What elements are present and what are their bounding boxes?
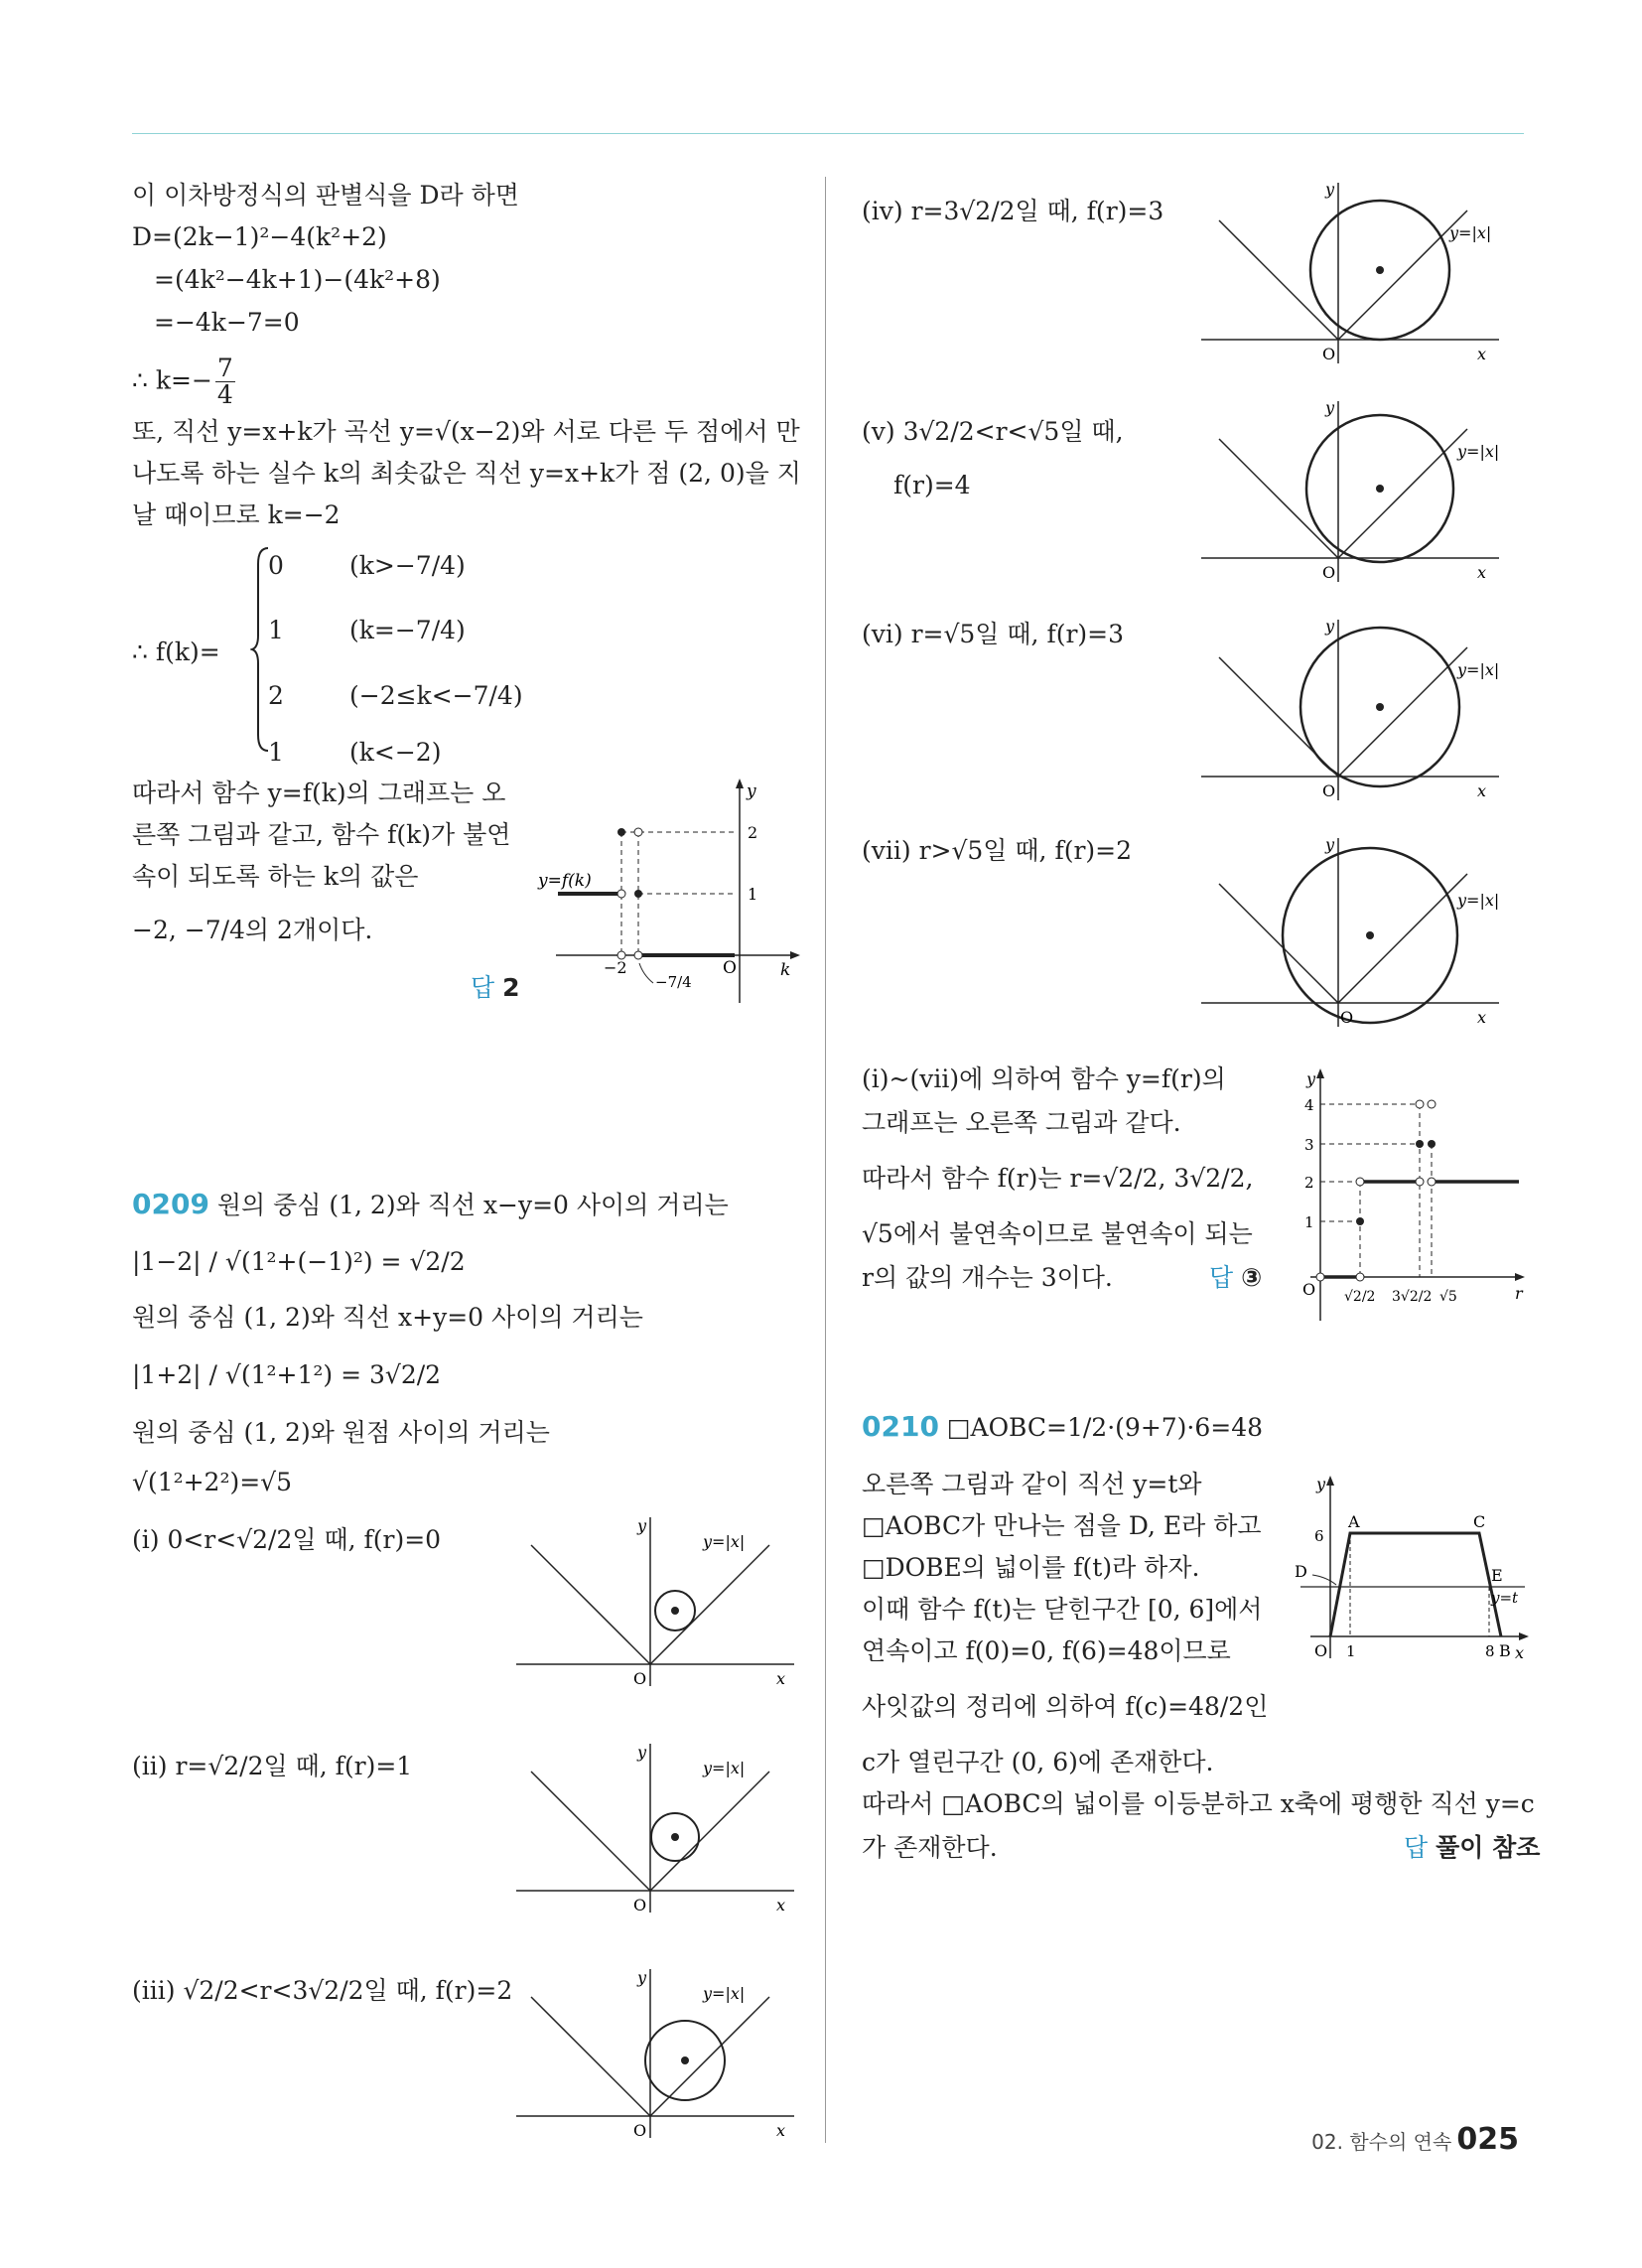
closed-point	[634, 890, 642, 898]
chapter-label: 02. 함수의 연속	[1311, 2130, 1452, 2154]
tick-label: 1	[748, 885, 758, 904]
vertex-label: D	[1295, 1562, 1307, 1581]
text-line: D=(2k−1)²−4(k²+2)	[132, 222, 387, 251]
case-value: 2	[268, 681, 284, 710]
origin-label: O	[723, 958, 737, 978]
case-extra: f(r)=4	[893, 471, 971, 499]
trapezoid-graph	[1291, 1470, 1529, 1668]
line-label: y=t	[1491, 1589, 1519, 1607]
case-value: 1	[268, 738, 284, 767]
fk-graph	[536, 775, 804, 1013]
text-line: −2, −7/4의 2개이다.	[132, 916, 373, 944]
tick-label: 2	[1304, 1174, 1314, 1192]
text-line: 가 존재한다.	[862, 1833, 998, 1862]
text-line: √(1²+2²)=√5	[132, 1468, 293, 1496]
function-label: y=|x|	[703, 1532, 746, 1551]
answer-label: 답	[1209, 1263, 1234, 1292]
y-axis-label: y	[1325, 835, 1335, 854]
function-label: y=|x|	[703, 1984, 746, 2003]
text-line: 따라서 □AOBC의 넓이를 이등분하고 x축에 평행한 직선 y=c	[862, 1789, 1535, 1818]
answer-label: 답	[471, 973, 495, 1002]
origin-label: O	[633, 1896, 647, 1914]
y-axis-label: y	[637, 1516, 647, 1535]
text-line: 따라서 함수 f(r)는 r=√2/2, 3√2/2,	[862, 1164, 1254, 1193]
text-line: 나도록 하는 실수 k의 최솟값은 직선 y=x+k가 점 (2, 0)을 지	[132, 459, 801, 488]
tick-label: 1	[1304, 1213, 1314, 1231]
case-value: 1	[268, 616, 284, 644]
y-axis-label: y	[1325, 398, 1335, 417]
text-line: 른쪽 그림과 같고, 함수 f(k)가 불연	[132, 820, 511, 849]
answer-value: ③	[1241, 1263, 1263, 1292]
text-line: 또, 직선 y=x+k가 곡선 y=√(x−2)와 서로 다른 두 점에서 만	[132, 417, 800, 446]
column-divider	[825, 177, 826, 2143]
function-label: y=|x|	[1457, 660, 1499, 679]
answer-value: 풀이 참조	[1436, 1833, 1541, 1862]
case-label: (iv) r=3√2/2일 때, f(r)=3	[862, 197, 1164, 225]
tick-label: 4	[1304, 1096, 1314, 1114]
answer	[471, 971, 520, 1005]
text-line: 날 때이므로 k=−2	[132, 500, 341, 529]
answer	[1404, 1831, 1540, 1865]
y-axis-label: y	[747, 781, 756, 801]
text-line: r의 값의 개수는 3이다.	[862, 1263, 1113, 1292]
origin-label: O	[633, 1669, 647, 1688]
tick-label: −2	[604, 958, 627, 977]
x-axis-label: x	[1477, 563, 1487, 582]
text-line: 오른쪽 그림과 같이 직선 y=t와	[862, 1470, 1202, 1498]
x-axis-label: x	[1515, 1643, 1525, 1662]
tick-label: 3√2/2	[1392, 1289, 1433, 1305]
function-label: y=|x|	[1449, 223, 1492, 242]
y-axis-label: y	[1306, 1069, 1316, 1088]
text-line: 원의 중심 (1, 2)와 원점 사이의 거리는	[132, 1418, 550, 1447]
closed-point	[617, 828, 625, 836]
text-line: 따라서 함수 y=f(k)의 그래프는 오	[132, 779, 506, 807]
case-label: (v) 3√2/2<r<√5일 때,	[862, 417, 1124, 446]
case-label: (iii) √2/2<r<3√2/2일 때, f(r)=2	[132, 1976, 513, 2005]
text-line: □DOBE의 넓이를 f(t)라 하자.	[862, 1553, 1200, 1582]
k-value-prefix: ∴ k=−	[132, 365, 212, 395]
top-rule	[132, 133, 1524, 134]
case-value: 0	[268, 551, 284, 580]
origin-label: O	[633, 2121, 647, 2140]
text-line: ∴ k=− $\frac{7}{4}$	[132, 354, 233, 410]
case-label: (vi) r=√5일 때, f(r)=3	[862, 620, 1125, 648]
case-condition: (k>−7/4)	[349, 551, 466, 580]
text-line: =−4k−7=0	[154, 308, 300, 337]
function-label: y=|x|	[703, 1759, 746, 1777]
problem-number: 0209	[132, 1188, 209, 1220]
tick-label: 6	[1314, 1527, 1324, 1545]
tick-label: −7/4	[655, 973, 692, 991]
x-axis-label: x	[1477, 345, 1487, 363]
text-line: 이때 함수 f(t)는 닫힌구간 [0, 6]에서	[862, 1595, 1263, 1624]
x-axis-label: x	[776, 1669, 786, 1688]
x-axis-label: x	[1477, 1008, 1487, 1027]
page-number: 025	[1456, 2122, 1519, 2157]
function-label: y=|x|	[1457, 891, 1499, 910]
circle-graph	[1201, 177, 1499, 365]
fk-label: ∴ f(k)=	[132, 638, 220, 666]
y-axis-label: y	[1325, 617, 1335, 636]
text-line: =(4k²−4k+1)−(4k²+8)	[154, 265, 441, 294]
answer	[1209, 1261, 1262, 1295]
circle-graph	[516, 1961, 794, 2140]
text-line: □AOBC가 만나는 점을 D, E라 하고	[862, 1511, 1262, 1540]
tick-label: √5	[1439, 1289, 1457, 1305]
fr-graph	[1281, 1063, 1529, 1331]
text-line: |1−2| / √(1²+(−1)²) = √2/2	[132, 1247, 466, 1276]
origin-label: O	[1322, 781, 1336, 800]
problem-text: □AOBC=1/2·(9+7)·6=48	[946, 1413, 1264, 1442]
page-footer	[1311, 2122, 1519, 2157]
text-line: √5에서 불연속이므로 불연속이 되는	[862, 1219, 1253, 1248]
case-condition: (k=−7/4)	[349, 616, 466, 644]
function-label: y=|x|	[1457, 442, 1499, 461]
y-axis-label: y	[1316, 1475, 1326, 1493]
vertex-label: B	[1499, 1641, 1511, 1660]
open-point	[634, 828, 642, 836]
open-point	[634, 951, 642, 959]
circle-graph	[1201, 395, 1499, 584]
text-line: 원의 중심 (1, 2)와 직선 x+y=0 사이의 거리는	[132, 1303, 643, 1332]
y-axis-label: y	[637, 1968, 647, 1987]
text-line: |1+2| / √(1²+1²) = 3√2/2	[132, 1360, 442, 1389]
origin-label: O	[1302, 1280, 1316, 1299]
origin-label: O	[1322, 345, 1336, 363]
problem-text: 원의 중심 (1, 2)와 직선 x−y=0 사이의 거리는	[216, 1191, 729, 1219]
text-line	[862, 1410, 1263, 1445]
text-line: 사잇값의 정리에 의하여 f(c)=48/2인	[862, 1692, 1269, 1721]
answer-value: 2	[502, 973, 520, 1002]
open-point	[617, 890, 625, 898]
text-line: 속이 되도록 하는 k의 값은	[132, 862, 419, 891]
origin-label: O	[1340, 1008, 1354, 1027]
y-axis-label: y	[1325, 180, 1335, 199]
case-condition: (k<−2)	[349, 738, 442, 767]
case-label: (ii) r=√2/2일 때, f(r)=1	[132, 1752, 413, 1780]
text-line: 그래프는 오른쪽 그림과 같다.	[862, 1108, 1181, 1137]
tick-label: 1	[1346, 1642, 1356, 1660]
case-label: (i) 0<r<√2/2일 때, f(r)=0	[132, 1525, 442, 1554]
circle-graph	[1201, 832, 1499, 1031]
case-label: (vii) r>√5일 때, f(r)=2	[862, 836, 1133, 865]
x-axis-label: x	[776, 2121, 786, 2140]
x-axis-label: x	[1477, 781, 1487, 800]
tick-label: √2/2	[1344, 1289, 1376, 1305]
vertex-label: E	[1491, 1566, 1503, 1585]
circle-graph	[516, 1509, 794, 1688]
y-axis-label: y	[637, 1743, 647, 1762]
text-line: 이 이차방정식의 판별식을 D라 하면	[132, 181, 519, 210]
origin-label: O	[1314, 1641, 1328, 1660]
text-line: 연속이고 f(0)=0, f(6)=48이므로	[862, 1636, 1231, 1665]
vertex-label: A	[1348, 1512, 1360, 1531]
x-axis-label: k	[780, 960, 791, 980]
problem-number: 0210	[862, 1410, 939, 1443]
function-label: y=f(k)	[538, 871, 592, 891]
vertex-label: C	[1473, 1512, 1486, 1531]
text-line	[132, 1188, 729, 1222]
piecewise-brace	[250, 544, 270, 755]
tick-label: 3	[1304, 1136, 1314, 1154]
text-line: c가 열린구간 (0, 6)에 존재한다.	[862, 1748, 1214, 1776]
tick-label: 2	[748, 823, 758, 842]
text-line: (i)~(vii)에 의하여 함수 y=f(r)의	[862, 1064, 1226, 1093]
circle-graph	[1201, 614, 1499, 802]
case-condition: (−2≤k<−7/4)	[349, 681, 523, 710]
x-axis-label: x	[776, 1896, 786, 1914]
x-axis-label: r	[1515, 1284, 1523, 1303]
answer-label: 답	[1404, 1833, 1429, 1862]
origin-label: O	[1322, 563, 1336, 582]
tick-label: 8	[1485, 1642, 1495, 1660]
circle-graph	[516, 1736, 794, 1914]
